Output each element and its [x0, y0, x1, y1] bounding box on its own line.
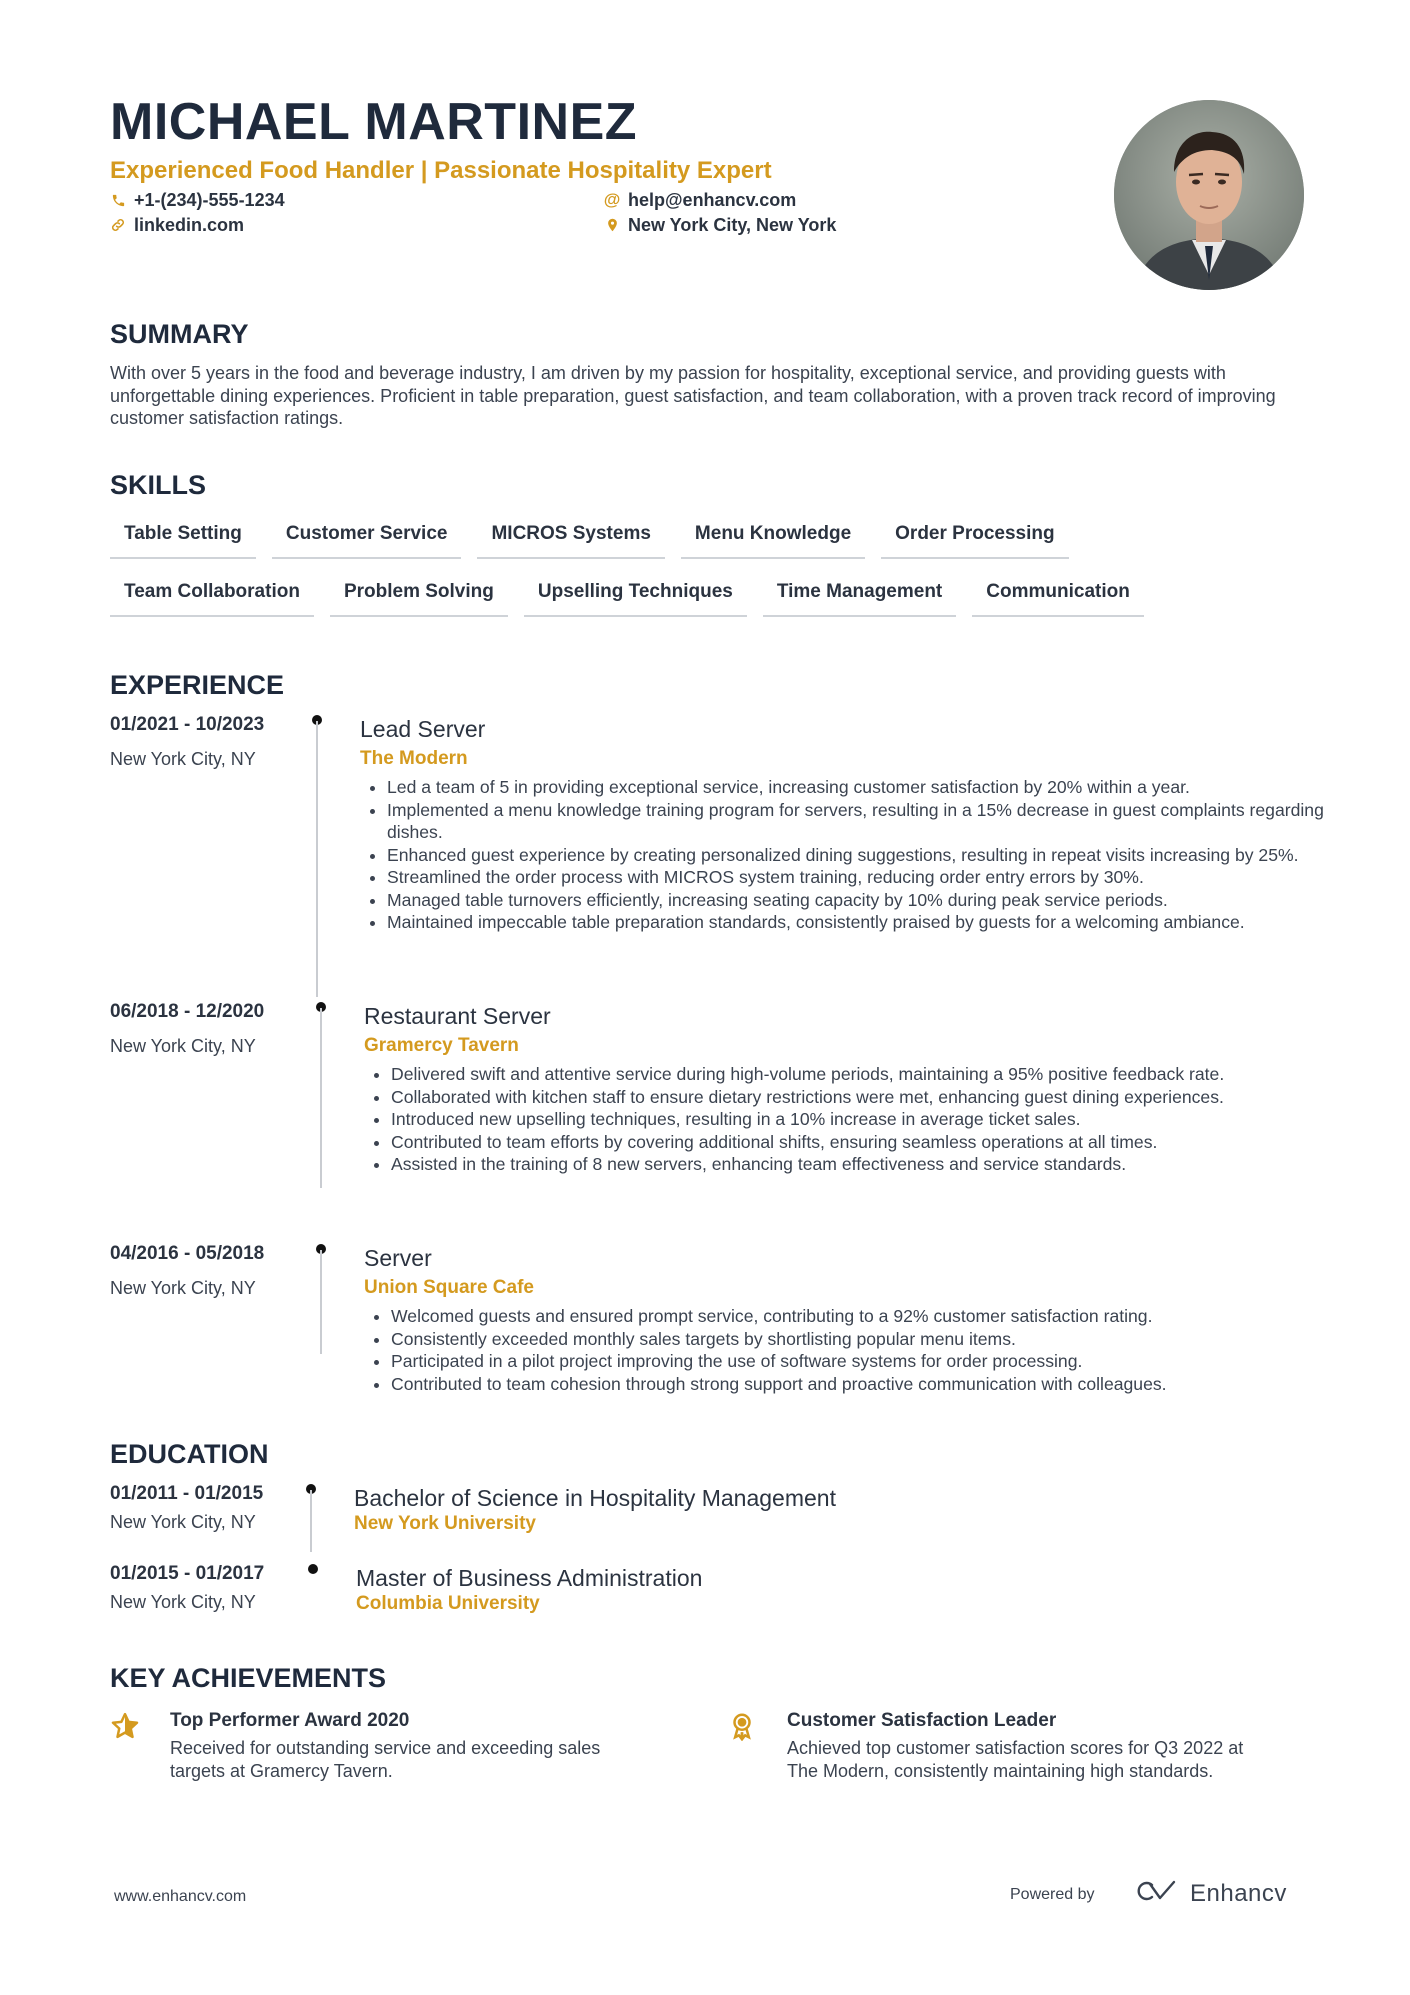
- achievement-title: Top Performer Award 2020: [170, 1710, 410, 1731]
- job-dates: 01/2021 - 10/2023: [110, 714, 265, 735]
- job-bullet: • Led a team of 5 in providing exceptional service, increasing customer satisfaction by 20% within a year.: [387, 776, 1377, 799]
- job-bullet: • Implemented a menu knowledge training program for servers, resulting in a 15% decrease in guest complaints regarding dishes.: [387, 799, 1377, 844]
- job-role: Lead Server: [360, 716, 486, 742]
- contact-phone: [110, 188, 285, 212]
- job-company: Union Square Cafe: [364, 1277, 534, 1298]
- contact-location: [604, 213, 836, 237]
- candidate-name: MICHAEL MARTINEZ: [110, 93, 638, 151]
- footer-powered-by: Powered by: [1010, 1886, 1095, 1903]
- edu-degree: Bachelor of Science in Hospitality Management: [354, 1485, 836, 1511]
- job-company: Gramercy Tavern: [364, 1035, 519, 1056]
- job-bullet: • Assisted in the training of 8 new servers, enhancing team effectiveness and service standards.: [391, 1153, 1381, 1176]
- achievements-title: KEY ACHIEVEMENTS: [110, 1663, 387, 1693]
- experience-title: EXPERIENCE: [110, 670, 285, 700]
- enhancv-logo-icon: [1134, 1878, 1180, 1909]
- job-bullet: • Welcomed guests and ensured prompt service, contributing to a 92% customer satisfaction rating.: [391, 1305, 1381, 1328]
- timeline-line: [310, 1490, 312, 1552]
- job-bullet: • Consistently exceeded monthly sales targets by shortlisting popular menu items.: [391, 1328, 1381, 1351]
- education-title: EDUCATION: [110, 1439, 269, 1469]
- enhancv-logo[interactable]: [1134, 1878, 1287, 1909]
- edu-location: New York City, NY: [110, 1592, 256, 1612]
- edu-dates: 01/2015 - 01/2017: [110, 1563, 265, 1584]
- job-role: Server: [364, 1245, 432, 1271]
- edu-school: New York University: [354, 1513, 536, 1534]
- skill-tag: Problem Solving: [330, 580, 508, 617]
- edu-location: New York City, NY: [110, 1512, 256, 1532]
- email-text[interactable]: help@enhancv.com: [628, 190, 797, 210]
- job-location: New York City, NY: [110, 1278, 256, 1298]
- job-bullet: • Maintained impeccable table preparation standards, consistently praised by guests for a welcoming ambiance.: [387, 911, 1377, 934]
- phone-icon: [110, 192, 126, 208]
- achievement-desc: Received for outstanding service and exceeding sales targets at Gramercy Tavern.: [170, 1738, 601, 1781]
- job-bullets: [364, 1305, 1381, 1395]
- edu-school: Columbia University: [356, 1593, 540, 1614]
- job-role: Restaurant Server: [364, 1003, 551, 1029]
- phone-text: +1-(234)-555-1234: [134, 190, 285, 210]
- linkedin-text[interactable]: linkedin.com: [134, 215, 245, 235]
- timeline-line: [320, 1250, 322, 1354]
- profile-photo: [1114, 100, 1304, 290]
- achievement-title: Customer Satisfaction Leader: [787, 1710, 1057, 1731]
- contact-email[interactable]: [604, 188, 796, 212]
- skill-tag: Time Management: [763, 580, 956, 617]
- job-bullets: [360, 776, 1377, 934]
- star-icon: [110, 1711, 140, 1741]
- job-bullet: • Streamlined the order process with MICROS system training, reducing order entry errors by 30%.: [387, 866, 1377, 889]
- job-bullet: • Collaborated with kitchen staff to ensure dietary restrictions were met, enhancing guest dining experiences.: [391, 1086, 1381, 1109]
- footer-website[interactable]: www.enhancv.com: [114, 1888, 247, 1905]
- job-bullet: • Contributed to team cohesion through strong support and proactive communication with colleagues.: [391, 1373, 1381, 1396]
- job-dates: 06/2018 - 12/2020: [110, 1001, 265, 1022]
- skills-title: SKILLS: [110, 470, 207, 500]
- skill-tag: Upselling Techniques: [524, 580, 747, 617]
- at-icon: @: [603, 190, 621, 209]
- skill-tag: Customer Service: [272, 522, 462, 559]
- skill-tag: Menu Knowledge: [681, 522, 865, 559]
- job-dates: 04/2016 - 05/2018: [110, 1243, 265, 1264]
- location-pin-icon: [604, 217, 620, 233]
- skill-tag: Team Collaboration: [110, 580, 314, 617]
- location-text: New York City, New York: [628, 215, 837, 235]
- timeline-line: [320, 1008, 322, 1188]
- skill-tag: Communication: [972, 580, 1144, 617]
- link-icon: [110, 217, 126, 233]
- job-company: The Modern: [360, 748, 468, 769]
- skill-tag: Table Setting: [110, 522, 256, 559]
- skill-tag: MICROS Systems: [477, 522, 664, 559]
- skills-row-2: [110, 580, 1160, 617]
- job-location: New York City, NY: [110, 749, 256, 769]
- edu-degree: Master of Business Administration: [356, 1565, 703, 1591]
- timeline-line: [316, 721, 318, 997]
- skill-tag: Order Processing: [881, 522, 1068, 559]
- job-bullet: • Delivered swift and attentive service during high-volume periods, maintaining a 95% positive feedback rate.: [391, 1063, 1381, 1086]
- skills-row-1: [110, 522, 1085, 559]
- edu-dates: 01/2011 - 01/2015: [110, 1483, 264, 1504]
- job-bullets: [364, 1063, 1381, 1176]
- summary-title: SUMMARY: [110, 319, 249, 349]
- job-bullet: • Contributed to team efforts by covering additional shifts, ensuring seamless operations at all times.: [391, 1131, 1381, 1154]
- job-bullet: • Participated in a pilot project improving the use of software systems for order processing.: [391, 1350, 1381, 1373]
- job-bullet: • Introduced new upselling techniques, resulting in a 10% increase in average ticket sales.: [391, 1108, 1381, 1131]
- summary-text: With over 5 years in the food and beverage industry, I am driven by my passion for hospitality, exceptional service, and providing guests with unforgettable dining experiences. Proficient in table preparation, guest satisfaction, and team collaboration, with a proven track record of improving customer satisfaction ratings.: [110, 363, 1276, 428]
- job-bullet: • Managed table turnovers efficiently, increasing seating capacity by 10% during peak service periods.: [387, 889, 1377, 912]
- candidate-headline: Experienced Food Handler | Passionate Hospitality Expert: [110, 157, 772, 184]
- job-bullet: • Enhanced guest experience by creating personalized dining suggestions, resulting in repeat visits increasing by 25%.: [387, 844, 1377, 867]
- timeline-dot: [308, 1564, 318, 1574]
- enhancv-logo-text: Enhancv: [1190, 1879, 1287, 1907]
- medal-icon: [727, 1711, 757, 1741]
- achievement-desc: Achieved top customer satisfaction scores for Q3 2022 at The Modern, consistently maintaining high standards.: [787, 1738, 1244, 1781]
- job-location: New York City, NY: [110, 1036, 256, 1056]
- contact-linkedin[interactable]: [110, 213, 244, 237]
